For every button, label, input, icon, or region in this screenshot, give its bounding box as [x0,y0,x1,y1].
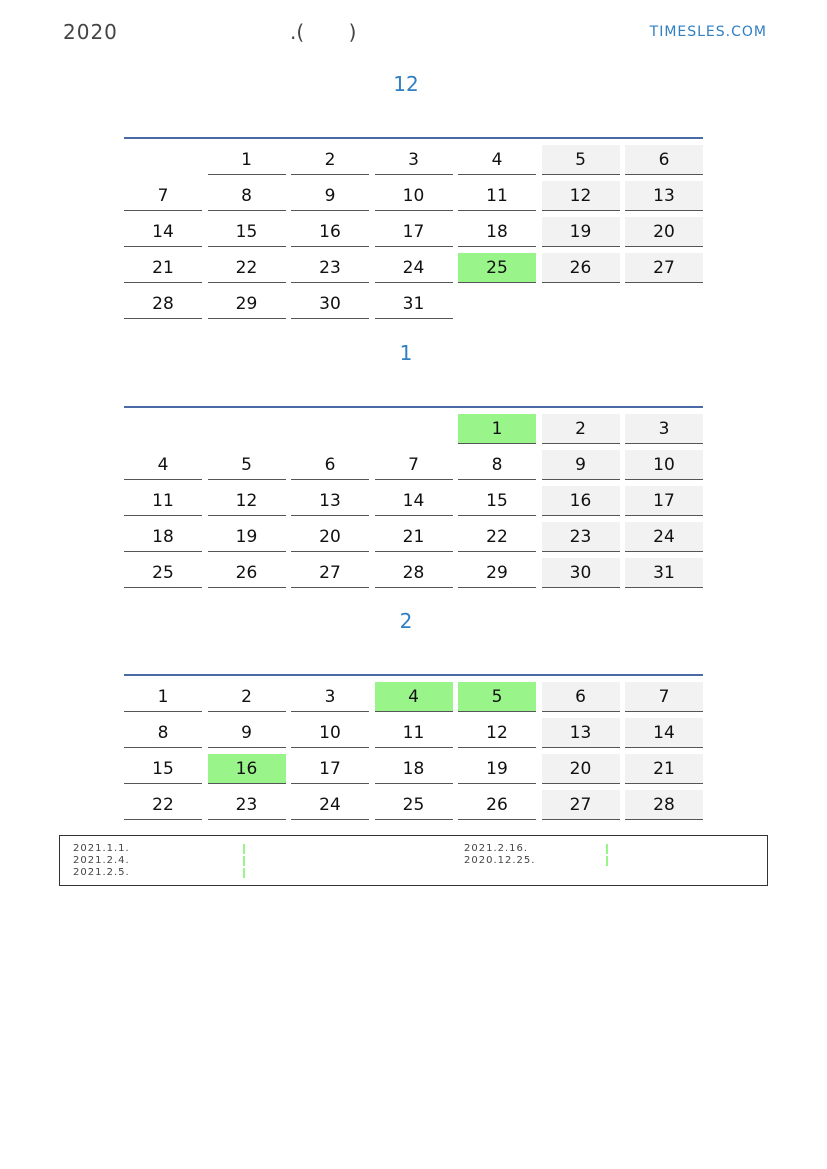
empty-day-cell [458,289,536,318]
week-row [124,754,703,785]
day-cell: 21 [124,253,202,283]
header-subtitle: .( ) [290,20,357,44]
weekend-day-cell: 28 [625,790,703,820]
day-cell: 15 [124,754,202,784]
week-row [124,414,703,445]
legend-date: 2021.2.4. [73,855,130,866]
weekend-day-cell: 20 [625,217,703,247]
day-cell: 14 [375,486,453,516]
day-cell: 16 [291,217,369,247]
day-cell: 9 [291,181,369,211]
week-row [124,181,703,212]
day-cell: 19 [208,522,286,552]
week-row [124,558,703,589]
month-grid [124,406,703,594]
day-cell: 15 [208,217,286,247]
day-cell: 10 [291,718,369,748]
week-row [124,790,703,821]
empty-day-cell [625,289,703,318]
empty-day-cell [542,289,620,318]
day-cell: 25 [124,558,202,588]
day-cell: 7 [375,450,453,480]
day-cell: 12 [458,718,536,748]
day-cell: 24 [375,253,453,283]
week-row [124,718,703,749]
day-cell: 26 [208,558,286,588]
week-row [124,289,703,320]
day-cell: 8 [208,181,286,211]
day-cell: 2 [208,682,286,712]
month-grid [124,137,703,325]
month-title: 12 [393,72,419,96]
day-cell: 30 [291,289,369,319]
day-cell: 23 [208,790,286,820]
day-cell: 11 [124,486,202,516]
weekend-day-cell: 2 [542,414,620,444]
holiday-day-cell: 5 [458,682,536,712]
legend-date: 2021.1.1. [73,843,130,854]
day-cell: 15 [458,486,536,516]
weekend-day-cell: 20 [542,754,620,784]
day-cell: 31 [375,289,453,319]
week-row [124,217,703,248]
day-cell: 23 [291,253,369,283]
month-grid [124,674,703,826]
legend-marker [243,856,245,866]
month-title: 1 [399,341,413,365]
day-cell: 4 [458,145,536,175]
day-cell: 8 [458,450,536,480]
holiday-day-cell: 4 [375,682,453,712]
weekend-day-cell: 9 [542,450,620,480]
week-row [124,682,703,713]
day-cell: 18 [458,217,536,247]
day-cell: 22 [458,522,536,552]
legend-date: 2021.2.5. [73,867,130,878]
day-cell: 3 [375,145,453,175]
day-cell: 1 [124,682,202,712]
day-cell: 4 [124,450,202,480]
legend-marker [243,844,245,854]
day-cell: 9 [208,718,286,748]
day-cell: 17 [291,754,369,784]
day-cell: 20 [291,522,369,552]
day-cell: 11 [458,181,536,211]
day-cell: 5 [208,450,286,480]
day-cell: 27 [291,558,369,588]
day-cell: 11 [375,718,453,748]
day-cell: 7 [124,181,202,211]
day-cell: 13 [291,486,369,516]
weekend-day-cell: 17 [625,486,703,516]
weekend-day-cell: 14 [625,718,703,748]
site-link[interactable]: TIMESLES.COM [649,24,767,40]
weekend-day-cell: 27 [542,790,620,820]
holiday-day-cell: 1 [458,414,536,444]
empty-day-cell [124,145,202,174]
weekend-day-cell: 6 [625,145,703,175]
weekend-day-cell: 31 [625,558,703,588]
empty-day-cell [124,414,202,443]
day-cell: 8 [124,718,202,748]
day-cell: 29 [208,289,286,319]
legend-date: 2021.2.16. [464,843,529,854]
day-cell: 22 [208,253,286,283]
weekend-day-cell: 27 [625,253,703,283]
day-cell: 22 [124,790,202,820]
day-cell: 12 [208,486,286,516]
weekend-day-cell: 13 [542,718,620,748]
weekend-day-cell: 12 [542,181,620,211]
weekend-day-cell: 10 [625,450,703,480]
day-cell: 10 [375,181,453,211]
weekend-day-cell: 23 [542,522,620,552]
holiday-day-cell: 16 [208,754,286,784]
day-cell: 24 [291,790,369,820]
weekend-day-cell: 16 [542,486,620,516]
weekend-day-cell: 7 [625,682,703,712]
weekend-day-cell: 3 [625,414,703,444]
week-row [124,253,703,284]
week-row [124,486,703,517]
day-cell: 26 [458,790,536,820]
header-year: 2020 [63,20,118,44]
empty-day-cell [208,414,286,443]
holiday-legend [59,835,768,886]
day-cell: 2 [291,145,369,175]
legend-marker [243,868,245,878]
day-cell: 6 [291,450,369,480]
weekend-day-cell: 13 [625,181,703,211]
legend-date: 2020.12.25. [464,855,536,866]
week-row [124,145,703,176]
day-cell: 28 [124,289,202,319]
day-cell: 3 [291,682,369,712]
day-cell: 28 [375,558,453,588]
legend-marker [606,856,608,866]
holiday-day-cell: 25 [458,253,536,283]
day-cell: 18 [375,754,453,784]
day-cell: 14 [124,217,202,247]
day-cell: 17 [375,217,453,247]
day-cell: 25 [375,790,453,820]
weekend-day-cell: 6 [542,682,620,712]
empty-day-cell [291,414,369,443]
week-row [124,450,703,481]
empty-day-cell [375,414,453,443]
day-cell: 21 [375,522,453,552]
day-cell: 18 [124,522,202,552]
day-cell: 1 [208,145,286,175]
weekend-day-cell: 21 [625,754,703,784]
weekend-day-cell: 5 [542,145,620,175]
weekend-day-cell: 26 [542,253,620,283]
weekend-day-cell: 24 [625,522,703,552]
day-cell: 19 [458,754,536,784]
weekend-day-cell: 30 [542,558,620,588]
weekend-day-cell: 19 [542,217,620,247]
month-title: 2 [399,609,413,633]
day-cell: 29 [458,558,536,588]
week-row [124,522,703,553]
legend-marker [606,844,608,854]
